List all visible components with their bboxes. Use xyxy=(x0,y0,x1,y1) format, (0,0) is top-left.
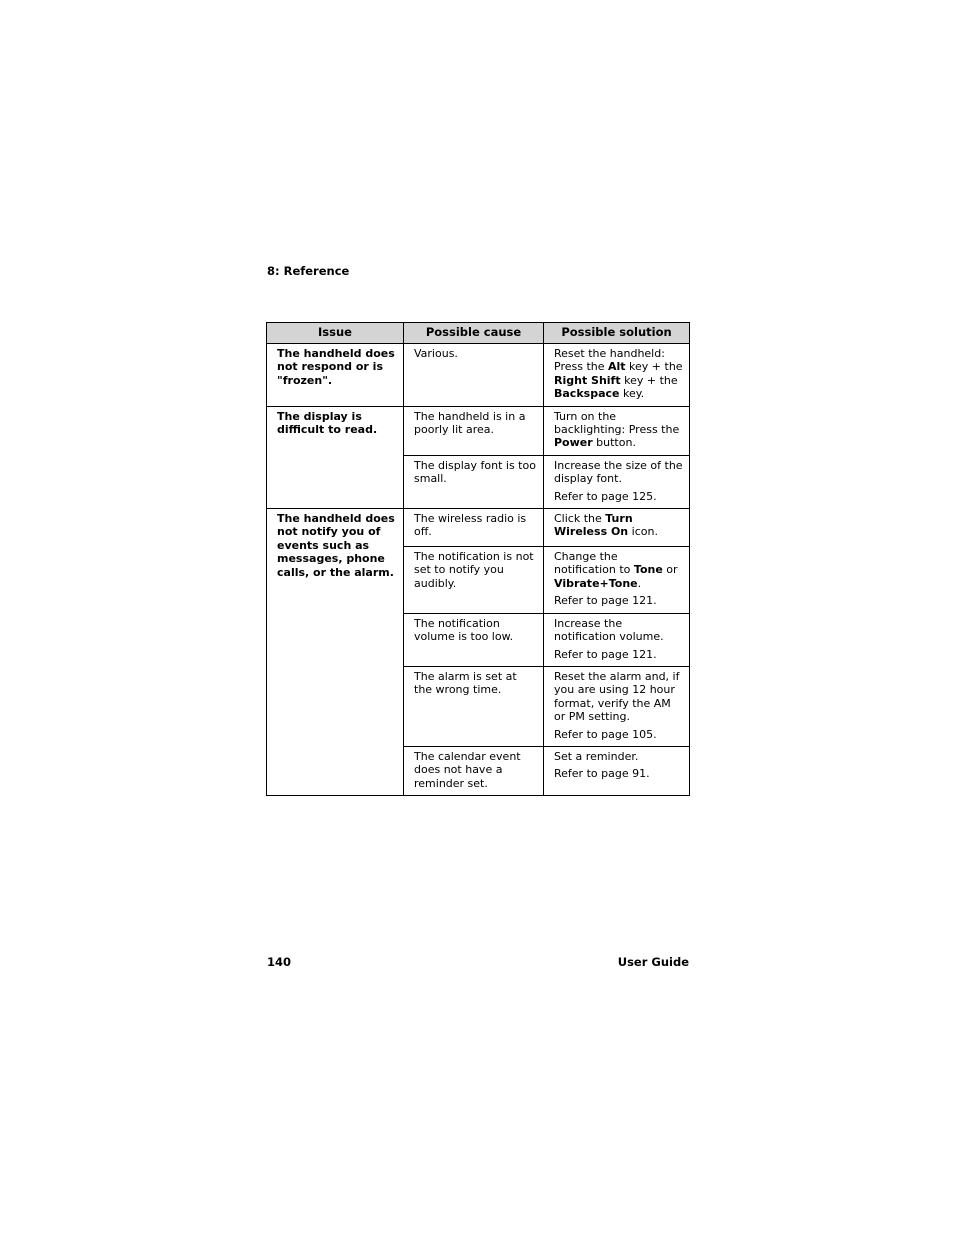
section-title: 8: Reference xyxy=(267,264,350,278)
solution-text: Reset the handheld: Press the xyxy=(554,347,665,374)
ui-term: Tone xyxy=(633,563,663,577)
solution-text: Change the notification to xyxy=(554,550,634,577)
table-header-row xyxy=(267,323,690,344)
solution-cell xyxy=(544,746,690,795)
page-reference: Refer to page 91. xyxy=(554,767,650,781)
ui-term: Turn Wireless On xyxy=(554,512,633,539)
solution-cell xyxy=(544,547,690,614)
solution-text: Reset the alarm and, if you are using 12 hour format, verify the AM or PM setting. xyxy=(554,669,680,724)
cause-cell: The handheld is in a poorly lit area. xyxy=(404,406,544,455)
issue-cell: The handheld does not respond or is "frozen". xyxy=(267,344,404,407)
solution-cell xyxy=(544,509,690,547)
cause-cell: The alarm is set at the wrong time. xyxy=(404,666,544,746)
solution-text: key. xyxy=(619,387,645,401)
solution-text: Increase the size of the display font. xyxy=(554,458,683,486)
solution-text: Click the xyxy=(554,512,606,526)
page-number: 140 xyxy=(267,955,292,969)
table-row xyxy=(267,509,690,547)
column-header-solution: Possible solution xyxy=(544,323,690,344)
page-reference: Refer to page 125. xyxy=(554,489,657,503)
key-name: Backspace xyxy=(554,387,620,401)
column-header-cause: Possible cause xyxy=(404,323,544,344)
solution-cell xyxy=(544,666,690,746)
solution-cell xyxy=(544,406,690,455)
solution-text: icon. xyxy=(628,525,658,539)
page-reference: Refer to page 121. xyxy=(554,647,657,661)
table-row xyxy=(267,406,690,455)
issue-cell: The display is difficult to read. xyxy=(267,406,404,508)
solution-text: or xyxy=(662,563,678,577)
issue-cell: The handheld does not notify you of events such as messages, phone calls, or the alarm. xyxy=(267,509,404,796)
column-header-issue: Issue xyxy=(267,323,404,344)
cause-cell: The notification volume is too low. xyxy=(404,613,544,666)
solution-text: . xyxy=(637,576,642,590)
solution-text: Turn on the backlighting: Press the xyxy=(554,409,680,437)
key-name: Right Shift xyxy=(554,373,621,387)
ui-term: Power xyxy=(554,436,593,450)
key-name: Alt xyxy=(608,360,626,374)
solution-cell xyxy=(544,613,690,666)
troubleshooting-table xyxy=(266,322,690,796)
solution-text: Set a reminder. xyxy=(554,749,639,763)
cause-cell: The notification is not set to notify you audibly. xyxy=(404,547,544,614)
solution-text: key + the xyxy=(620,373,678,387)
solution-text: button. xyxy=(592,436,636,450)
page-reference: Refer to page 105. xyxy=(554,727,657,741)
cause-cell: The calendar event does not have a reminder set. xyxy=(404,746,544,795)
solution-text: Increase the notification volume. xyxy=(554,616,664,644)
cause-cell: Various. xyxy=(404,344,544,407)
cause-cell: The wireless radio is off. xyxy=(404,509,544,547)
ui-term: Vibrate+Tone xyxy=(554,576,638,590)
solution-text: key + the xyxy=(625,360,683,374)
solution-cell xyxy=(544,455,690,508)
solution-cell xyxy=(544,344,690,407)
table-row xyxy=(267,344,690,407)
page-reference: Refer to page 121. xyxy=(554,594,657,608)
cause-cell: The display font is too small. xyxy=(404,455,544,508)
document-title: User Guide xyxy=(617,955,689,969)
